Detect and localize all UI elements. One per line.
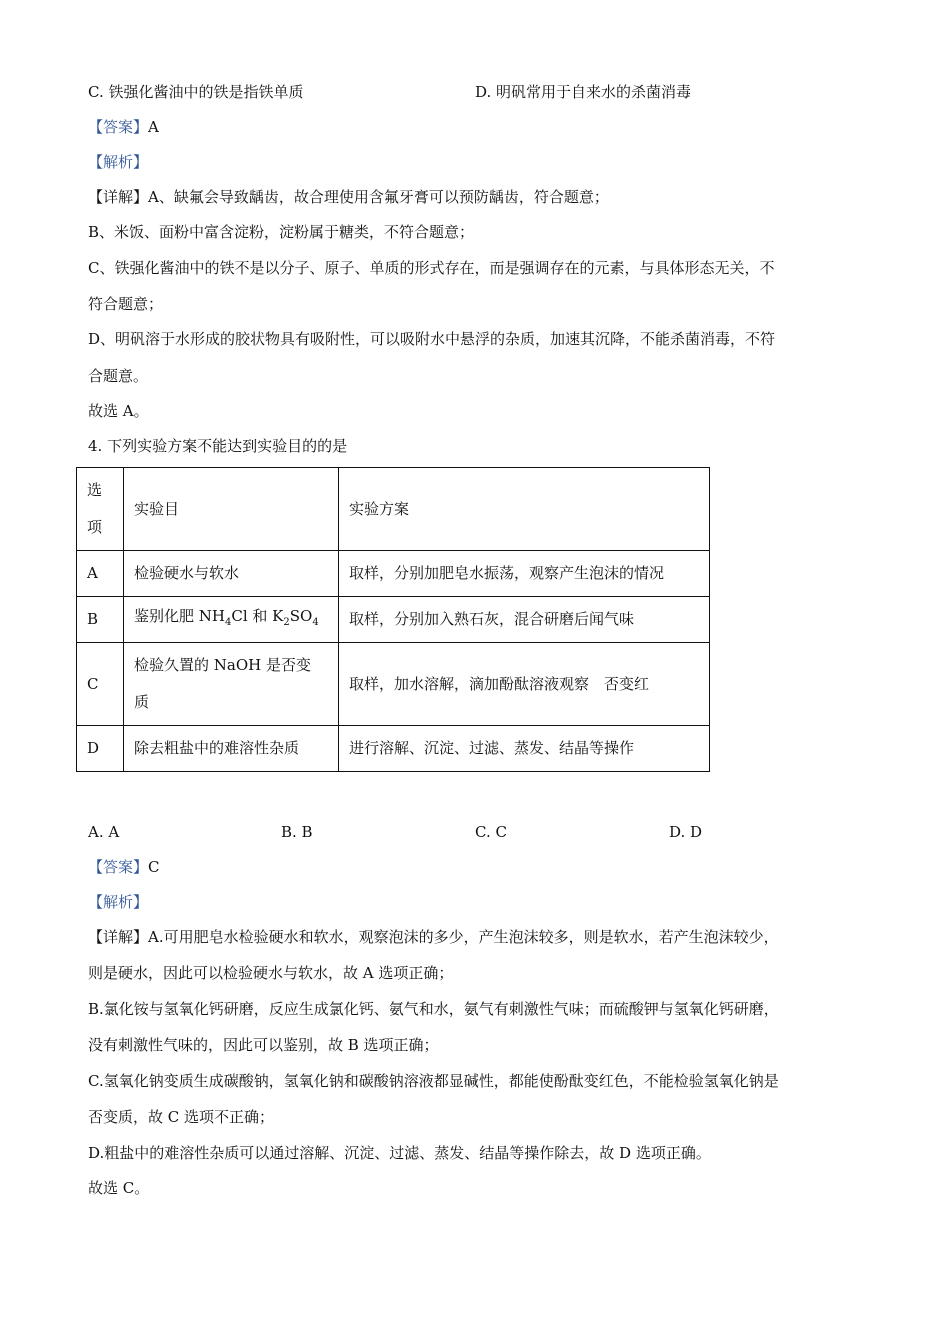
header-plan: 实验方案 <box>339 468 710 551</box>
q3-detail-c2: 符合题意； <box>88 295 164 313</box>
q4-detail-b1: B.氯化铵与氢氧化钙研磨，反应生成氯化钙、氨气和水，氨气有刺激性气味；而硫酸钾与氢氧化钙研磨， <box>88 1000 779 1018</box>
q4-detail-d: D.粗盐中的难溶性杂质可以通过溶解、沉淀、过滤、蒸发、结晶等操作除去，故 D 选项正确。 <box>88 1144 711 1162</box>
answer-tag: 【答案】 <box>88 118 149 136</box>
row-goal: 检验硬水与软水 <box>124 551 339 597</box>
q4-answer <box>88 857 160 877</box>
q4-detail-b2: 没有刺激性气味的，因此可以鉴别，故 B 选项正确； <box>88 1036 439 1054</box>
q3-detail-1 <box>88 187 609 207</box>
q3-detail-c1: C、铁强化酱油中的铁不是以分子、原子、单质的形式存在，而是强调存在的元素，与具体形态无关，不 <box>88 259 775 277</box>
table-header-row <box>77 468 710 551</box>
row-goal: 鉴别化肥 $NH_4Cl$ 和 $K_2SO_4$ <box>124 597 339 643</box>
row-option: A <box>77 551 124 597</box>
q3-analysis <box>88 152 148 172</box>
detail-text: A.可用肥皂水检验硬水和软水，观察泡沫的多少，产生泡沫较多，则是软水，若产生泡沫较少， <box>148 928 779 946</box>
q4-detail-c2: 否变质，故 C 选项不正确； <box>88 1108 275 1126</box>
answer-value: C <box>148 858 160 876</box>
answer-value: A <box>148 118 159 136</box>
table-row <box>77 551 710 597</box>
q4-detail-2: 则是硬水，因此可以检验硬水与软水，故 A 选项正确； <box>88 964 454 982</box>
q3-detail-b: B、米饭、面粉中富含淀粉，淀粉属于糖类，不符合题意； <box>88 223 475 241</box>
answer-tag: 【答案】 <box>88 858 149 876</box>
row-goal: 检验久置的 NaOH 是否变 质 <box>124 643 339 726</box>
q3-answer <box>88 117 159 137</box>
analysis-tag: 【解析】 <box>88 893 149 911</box>
row-plan: 取样，加水溶解，滴加酚酞溶液观察 否变红 <box>339 643 710 726</box>
choice-d: D. D <box>669 823 703 841</box>
choice-b: B. B <box>281 823 313 841</box>
q4-analysis <box>88 892 148 912</box>
row-plan: 取样，分别加入熟石灰，混合研磨后闻气味 <box>339 597 710 643</box>
row-plan: 进行溶解、沉淀、过滤、蒸发、结晶等操作 <box>339 726 710 772</box>
choice-a: A. A <box>88 823 120 841</box>
q4-conclusion: 故选 C。 <box>88 1179 150 1197</box>
experiment-table <box>76 467 710 772</box>
table-row <box>77 643 710 726</box>
choice-c: C. C <box>475 823 507 841</box>
q4-detail-1 <box>88 927 779 947</box>
option-d-text: D. 明矾常用于自来水的杀菌消毒 <box>475 83 692 101</box>
analysis-tag: 【解析】 <box>88 153 149 171</box>
row-plan: 取样，分别加肥皂水振荡，观察产生泡沫的情况 <box>339 551 710 597</box>
q3-detail-d2: 合题意。 <box>88 367 149 385</box>
q3-detail-d1: D、明矾溶于水形成的胶状物具有吸附性，可以吸附水中悬浮的杂质，加速其沉降，不能杀菌消毒，不符 <box>88 330 776 348</box>
row-option: D <box>77 726 124 772</box>
q4-detail-c1: C.氢氧化钠变质生成碳酸钠，氢氧化钠和碳酸钠溶液都显碱性，都能使酚酞变红色，不能检验氢氧化钠是 <box>88 1072 779 1090</box>
table-row <box>77 597 710 643</box>
row-option: C <box>77 643 124 726</box>
table-row <box>77 726 710 772</box>
q3-conclusion: 故选 A。 <box>88 402 149 420</box>
row-option: B <box>77 597 124 643</box>
detail-tag: 【详解】 <box>88 188 149 206</box>
detail-text: A、缺氟会导致龋齿，故合理使用含氟牙膏可以预防龋齿，符合题意； <box>148 188 609 206</box>
row-goal: 除去粗盐中的难溶性杂质 <box>124 726 339 772</box>
q4-question: 4. 下列实验方案不能达到实验目的的是 <box>88 437 348 455</box>
detail-tag: 【详解】 <box>88 928 149 946</box>
header-goal: 实验目 <box>124 468 339 551</box>
option-c-text: C. 铁强化酱油中的铁是指铁单质 <box>88 83 304 101</box>
header-option: 选 项 <box>77 468 124 551</box>
